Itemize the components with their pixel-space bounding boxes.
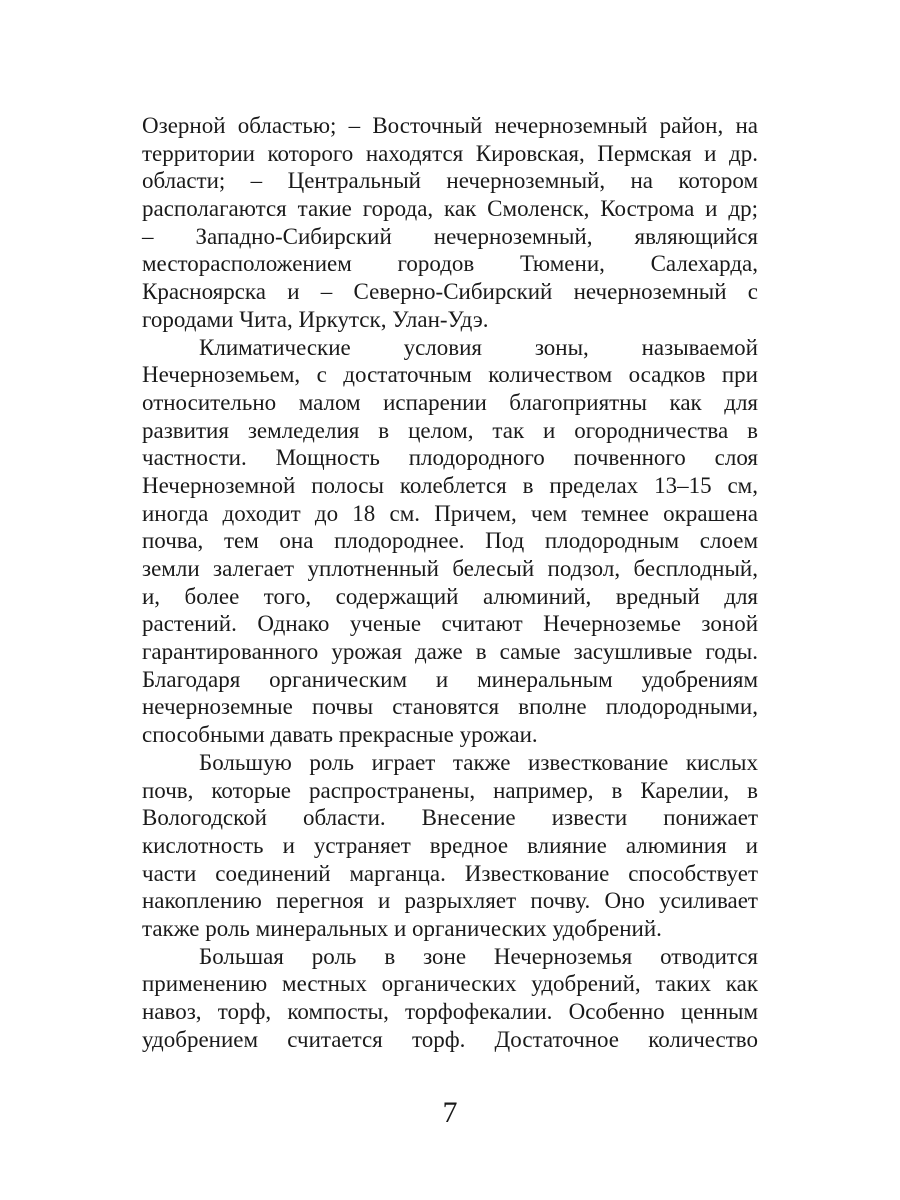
text-line: удобрением считается торф. Достаточное количество: [142, 1026, 758, 1052]
text-line: навоз, торф, компосты, торфофекалии. Особенно ценным: [142, 999, 758, 1024]
text-line: накоплению перегноя и разрыхляет почву. Оно усиливает: [142, 888, 758, 914]
text-line: месторасположением городов Тюмени, Салехарда,: [142, 251, 758, 277]
text-line: Озерной областью; – Восточный нечерноземный район, на: [142, 113, 758, 138]
text-line: Нечерноземной полосы колеблется в пределах 13–15 см,: [142, 472, 758, 498]
text-line: растений. Однако ученые считают Нечерноземье зоной: [142, 611, 758, 637]
text-line: Благодаря органическим и минеральным удобрениям: [142, 666, 758, 692]
text-line: также роль минеральных и органических удобрений.: [142, 915, 662, 941]
text-line: кислотность и устраняет вредное влияние алюминия и: [142, 832, 758, 858]
text-line: земли залегает уплотненный белесый подзол, бесплодный,: [142, 556, 758, 581]
body-text: [142, 112, 758, 1053]
text-line: иногда доходит до 18 см. Причем, чем темнее окрашена: [142, 500, 758, 526]
text-line: почв, которые распространены, например, в Карелии, в: [142, 777, 758, 803]
text-line: нечерноземные почвы становятся вполне плодородными,: [142, 694, 758, 720]
text-line: Климатические условия зоны, называемой: [199, 334, 758, 360]
text-line: городами Чита, Иркутск, Улан-Удэ.: [142, 306, 489, 332]
text-line: применению местных органических удобрений, таких как: [142, 971, 758, 997]
text-line: располагаются такие города, как Смоленск, Кострома и др;: [142, 196, 758, 222]
text-line: Нечерноземьем, с достаточным количеством осадков при: [142, 362, 758, 388]
text-line: почва, тем она плодороднее. Под плодородным слоем: [142, 528, 758, 554]
paragraph-regions-list: [142, 112, 758, 334]
paragraph-organic-fertilizers: [142, 943, 758, 1054]
text-line: способными давать прекрасные урожаи.: [142, 722, 538, 748]
paragraph-liming: [142, 749, 758, 943]
text-line: частности. Мощность плодородного почвенного слоя: [142, 445, 758, 471]
text-line: гарантированного урожая даже в самые засушливые годы.: [142, 639, 758, 665]
text-line: части соединений марганца. Известкование способствует: [142, 860, 758, 886]
text-line: области; – Центральный нечерноземный, на котором: [142, 168, 758, 194]
text-line: – Западно-Сибирский нечерноземный, являющийся: [142, 223, 758, 249]
page-number: 7: [442, 1096, 458, 1129]
text-line: территории которого находятся Кировская, Пермская и др.: [142, 140, 758, 166]
text-line: относительно малом испарении благоприятны как для: [142, 389, 758, 415]
text-line: Вологодской области. Внесение извести понижает: [142, 805, 758, 831]
text-line: развития земледелия в целом, так и огородничества в: [142, 417, 758, 443]
paragraph-climate: [142, 334, 758, 749]
text-line: Большая роль в зоне Нечерноземья отводится: [199, 943, 758, 969]
text-line: и, более того, содержащий алюминий, вредный для: [142, 583, 758, 609]
text-line: Красноярска и – Северно-Сибирский нечерноземный с: [142, 279, 758, 305]
text-line: Большую роль играет также известкование кислых: [199, 749, 758, 775]
